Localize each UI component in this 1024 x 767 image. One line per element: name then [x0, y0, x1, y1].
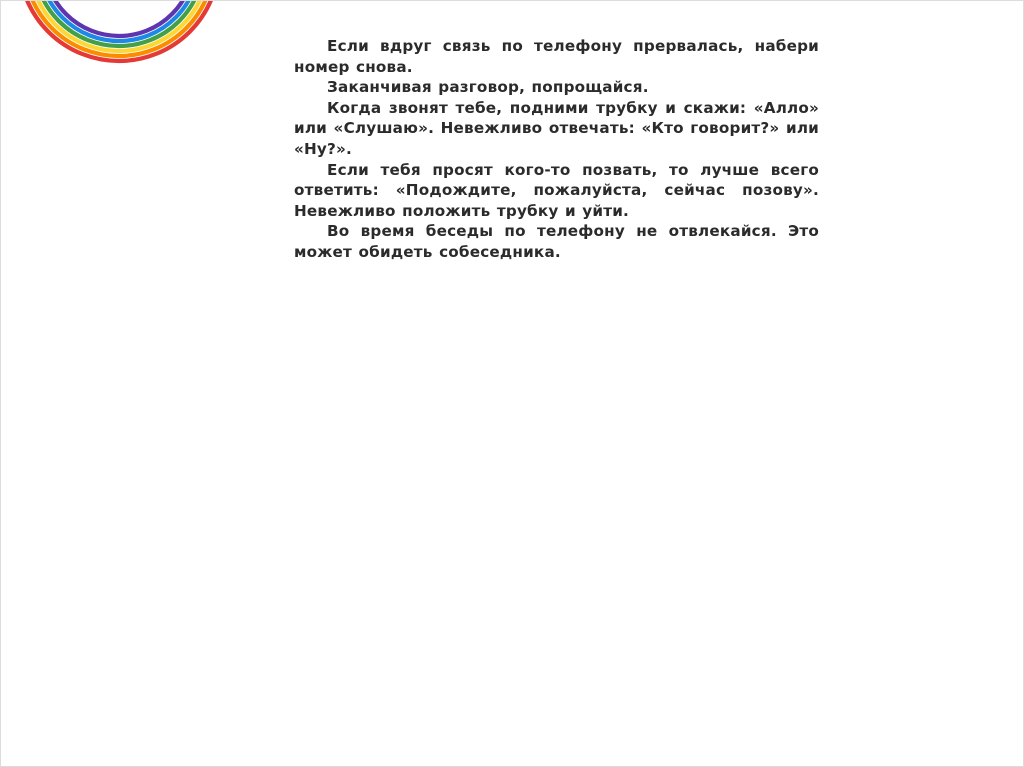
rainbow-band-violet — [44, 1, 194, 36]
rainbow-arc-icon — [1, 1, 226, 71]
paragraph-redial: Если вдруг связь по телефону прервалась, набери номер снова. — [294, 37, 819, 76]
paragraph-no-distraction: Во время беседы по телефону не отвлекайся. Это может обидеть собеседника. — [294, 222, 819, 261]
phone-etiquette-text — [294, 36, 819, 263]
paragraph-calling-someone: Если тебя просят кого-то позвать, то лучше всего ответить: «Подождите, пожалуйста, сейчас позову». Невежливо положить трубку и уйти. — [294, 160, 819, 220]
paragraph-answering: Когда звонят тебе, подними трубку и скажи: «Алло» или «Слушаю». Невежливо отвечать: «Кто говорит?» или «Ну?». — [294, 98, 819, 158]
paragraph-goodbye: Заканчивая разговор, попрощайся. — [327, 78, 649, 97]
